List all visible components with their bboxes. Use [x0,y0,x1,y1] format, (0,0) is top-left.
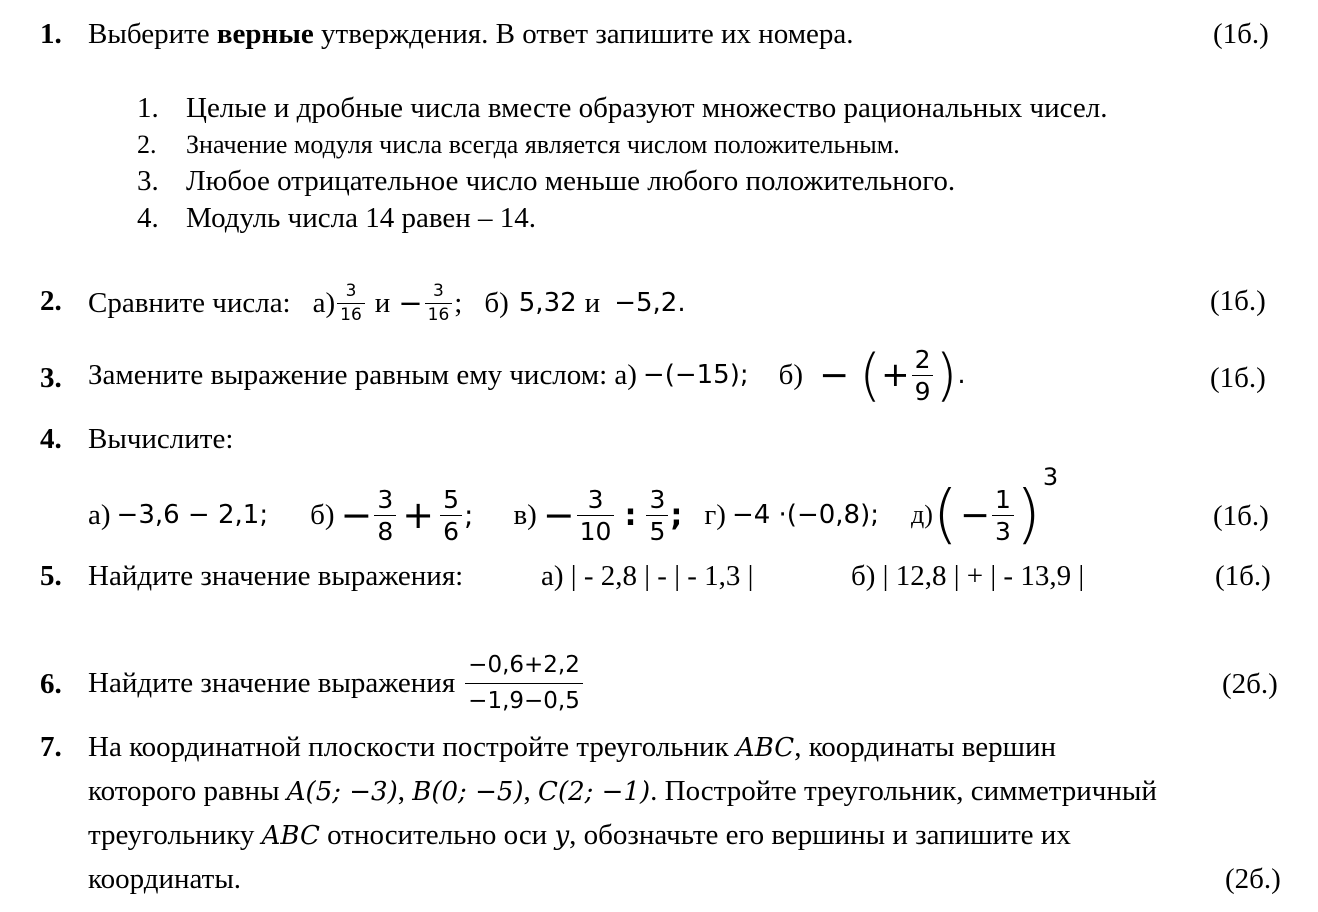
fraction-5-6: $\frac{5}{6}$ [440,487,462,544]
task-2-number: 2. [40,285,62,317]
statement-4-text: Модуль числа 14 равен – 14. [186,202,537,234]
task-3-number: 3. [40,362,62,394]
task-3-points: (1б.) [1210,362,1266,394]
task-2-question: Сравните числа: а) 3 16 и − $\frac{3}{16}$ ; б) 5,32 и −5,2. [88,280,686,325]
task-6-question: Найдите значение выражения −0,6+2,2 −1,9−0,5 [88,640,585,726]
fraction-3-8: $\frac{3}{8}$ [374,487,396,544]
task-7-line-3: треугольнику ABC относительно оси y, обозначьте его вершины и запишите их [88,819,1071,851]
task-1-header [40,18,62,51]
task-1-points: (1б.) [1213,18,1269,50]
task-4-number: 4. [40,423,62,455]
task-4-expressions: а) −3,6 − 2,1; б) − $\frac{3}{8}$ + $\frac{5}{6}$ ; в) − $\frac{3}{10}$ : 3 5 ; г) −4 ·(−0,8); д) ( − $\frac{1}{3}$ ) 3 [88,463,1059,552]
task-5-part-a: а) | - 2,8 | - | - 1,3 | [541,560,754,592]
task-5-points: (1б.) [1215,560,1271,592]
fraction-2-9: $\frac{2}{9}$ [912,347,934,404]
task-6-number: 6. [40,668,62,700]
statement-1-text: Целые и дробные числа вместе образуют множество рациональных чисел. [186,92,1108,124]
fraction-3-16: 3 16 [337,283,365,324]
statement-1-number: 1. [137,92,159,124]
task-6-points: (2б.) [1222,668,1278,700]
fraction-neg-3-16: $\frac{3}{16}$ [425,283,453,324]
task-7-points: (2б.) [1225,863,1281,895]
task-4-title: Вычислите: [88,423,234,455]
fraction-1-3: $\frac{1}{3}$ [992,487,1014,544]
task-7-number: 7. [40,731,62,763]
task-7-line-4: координаты. [88,863,242,895]
task-2-points: (1б.) [1210,285,1266,317]
task-7-line-2: которого равны A(5; −3), B(0; −5), C(2; −1). Постройте треугольник, симметричный [88,775,1157,807]
task-5-question: Найдите значение выражения: [88,560,464,592]
statement-3-text: Любое отрицательное число меньше любого положительного. [186,165,956,197]
fraction-3-10: $\frac{3}{10}$ [577,487,615,544]
task-7-line-1: На координатной плоскости постройте треугольник ABC, координаты вершин [88,731,1057,763]
task-5-part-b: б) | 12,8 | + | - 13,9 | [851,560,1085,592]
statement-4-number: 4. [137,202,159,234]
statement-3-number: 3. [137,165,159,197]
task-6-fraction: −0,6+2,2 −1,9−0,5 [465,654,583,713]
statement-2-text: Значение модуля числа всегда является числом положительным. [186,130,900,159]
task-4-points: (1б.) [1213,500,1269,532]
task-5-number: 5. [40,560,62,592]
task-3-question: Замените выражение равным ему числом: а) −(−15); б) − ( + $\frac{2}{9}$ ) . [88,342,966,408]
fraction-3-5: 3 5 [646,487,668,544]
statement-2-number: 2. [137,130,157,159]
task-1-question: Выберите верные утверждения. В ответ запишите их номера. [88,18,854,50]
task-1-number: 1. [40,18,62,50]
